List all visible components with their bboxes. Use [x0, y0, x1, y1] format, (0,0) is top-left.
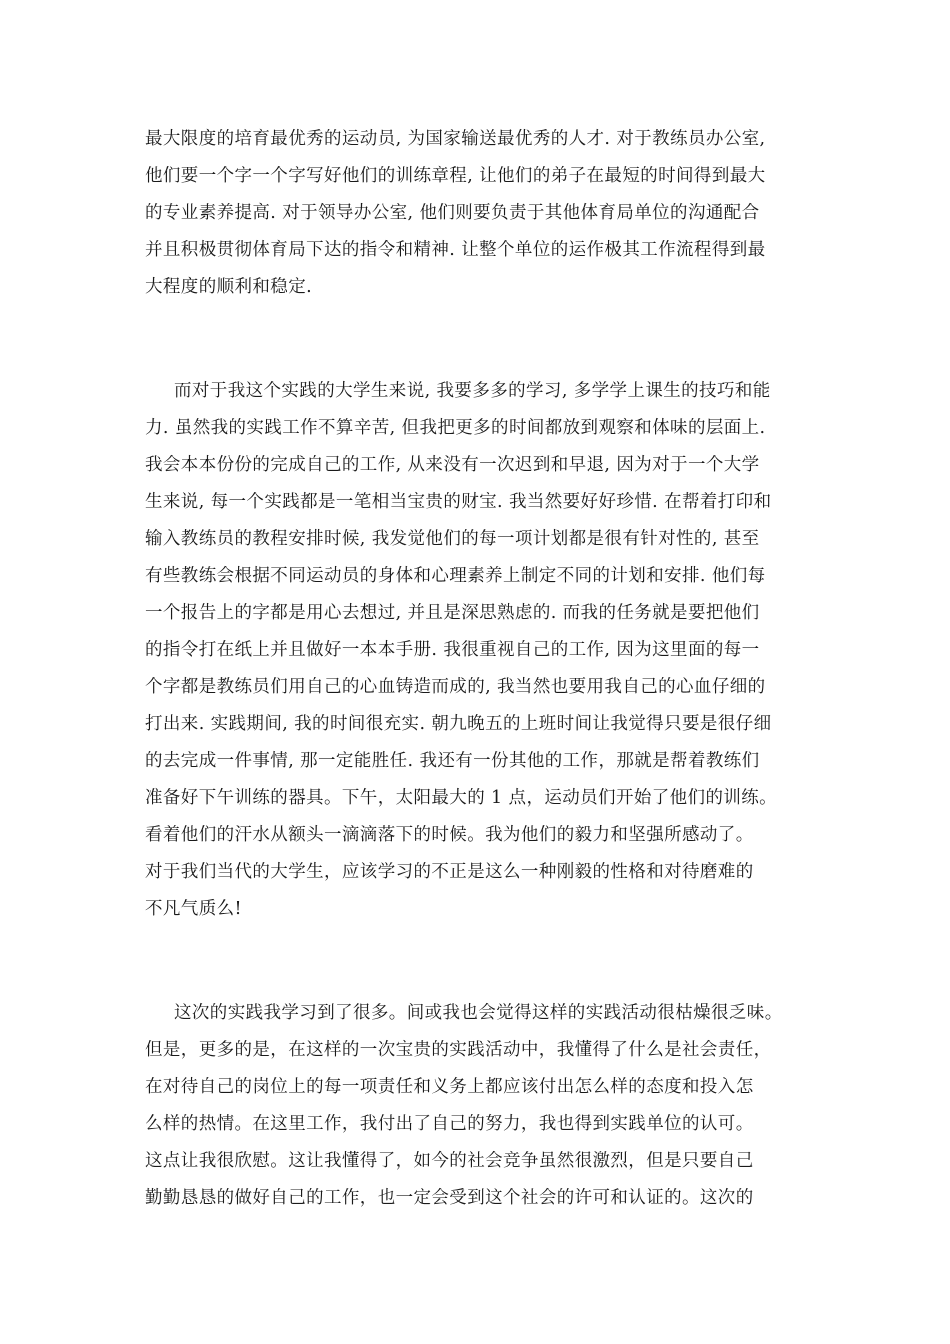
- text-line: 我会本本份份的完成自己的工作, 从来没有一次迟到和早退, 因为对于一个大学: [145, 455, 760, 475]
- text-line: 大程度的顺利和稳定.: [145, 277, 313, 297]
- text-line: 不凡气质么!: [145, 899, 242, 919]
- text-line: 个字都是教练员们用自己的心血铸造而成的, 我当然也要用我自己的心血仔细的: [145, 677, 766, 697]
- text-line: 这次的实践我学习到了很多。间或我也会觉得这样的实践活动很枯燥很乏味。: [174, 1003, 783, 1023]
- text-line: 对于我们当代的大学生，应该学习的不正是这么一种刚毅的性格和对待磨难的: [145, 862, 754, 882]
- text-line: 最大限度的培育最优秀的运动员, 为国家输送最优秀的人才. 对于教练员办公室,: [145, 129, 766, 149]
- text-line: 的专业素养提高. 对于领导办公室, 他们则要负责于其他体育局单位的沟通配合: [145, 203, 760, 223]
- text-line: 一个报告上的字都是用心去想过, 并且是深思熟虑的. 而我的任务就是要把他们: [145, 603, 760, 623]
- text-line: 生来说, 每一个实践都是一笔相当宝贵的财宝. 我当然要好好珍惜. 在帮着打印和: [145, 492, 772, 512]
- text-line: 但是，更多的是，在这样的一次宝贵的实践活动中，我懂得了什么是社会责任，: [145, 1040, 772, 1060]
- text-line: 看着他们的汗水从额头一滴滴落下的时候。我为他们的毅力和坚强所感动了。: [145, 825, 754, 845]
- text-line: 并且积极贯彻体育局下达的指令和精神. 让整个单位的运作极其工作流程得到最: [145, 240, 766, 260]
- text-line: 的去完成一件事情, 那一定能胜任. 我还有一份其他的工作，那就是帮着教练们: [145, 751, 760, 771]
- text-line: 么样的热情。在这里工作，我付出了自己的努力，我也得到实践单位的认可。: [145, 1114, 754, 1134]
- text-line: 在对待自己的岗位上的每一项责任和义务上都应该付出怎么样的态度和投入怎: [145, 1077, 754, 1097]
- text-line: 准备好下午训练的器具。下午，太阳最大的 1 点，运动员们开始了他们的训练。: [145, 788, 778, 808]
- text-line: 输入教练员的教程安排时候, 我发觉他们的每一项计划都是很有针对性的, 甚至: [145, 529, 760, 549]
- text-line: 的指令打在纸上并且做好一本本手册. 我很重视自己的工作, 因为这里面的每一: [145, 640, 760, 660]
- text-line: 而对于我这个实践的大学生来说, 我要多多的学习, 多学学上课生的技巧和能: [174, 381, 771, 401]
- text-line: 有些教练会根据不同运动员的身体和心理素养上制定不同的计划和安排. 他们每: [145, 566, 766, 586]
- text-line: 这点让我很欣慰。这让我懂得了，如今的社会竞争虽然很激烈，但是只要自己: [145, 1151, 754, 1171]
- text-line: 打出来. 实践期间, 我的时间很充实. 朝九晚五的上班时间让我觉得只要是很仔细: [145, 714, 772, 734]
- text-line: 勤勤恳恳的做好自己的工作，也一定会受到这个社会的许可和认证的。这次的: [145, 1188, 754, 1208]
- text-line: 他们要一个字一个字写好他们的训练章程, 让他们的弟子在最短的时间得到最大: [145, 166, 766, 186]
- text-line: 力. 虽然我的实践工作不算辛苦, 但我把更多的时间都放到观察和体味的层面上.: [145, 418, 766, 438]
